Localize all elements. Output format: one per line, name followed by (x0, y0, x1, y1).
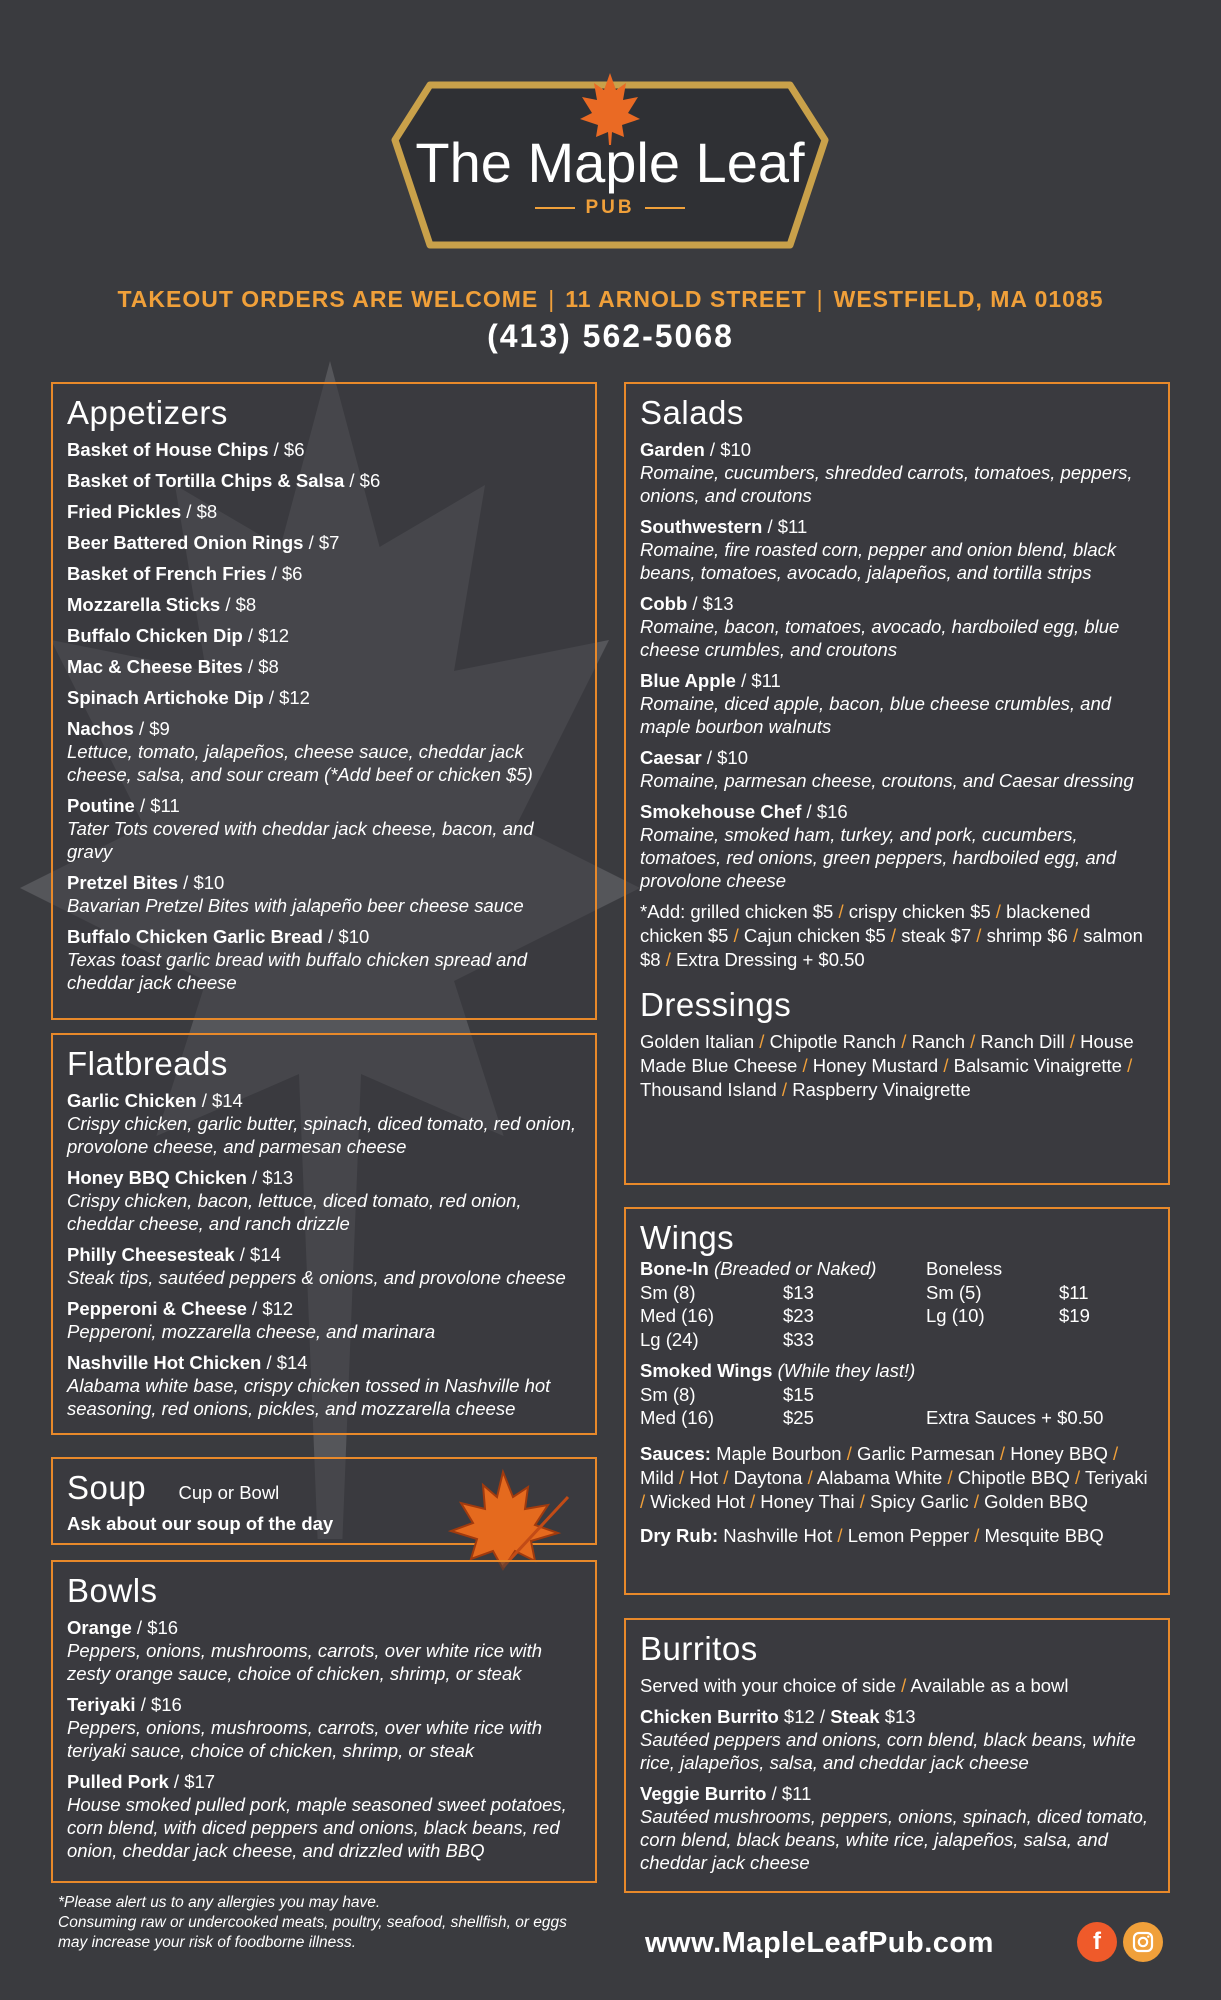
list-entry: Honey Thai (760, 1490, 855, 1512)
section-title: Flatbreads (67, 1045, 228, 1082)
item-name: Garlic Chicken (67, 1090, 197, 1111)
list-entry: Extra Dressing + $0.50 (676, 949, 865, 970)
item-price: / $6 (266, 563, 303, 584)
item-name: Mozzarella Sticks (67, 594, 221, 615)
menu-item (67, 500, 581, 523)
dressings-list (640, 1030, 1154, 1102)
item-name: Smokehouse Chef (640, 801, 802, 822)
smoked-wings-table (640, 1359, 1154, 1430)
menu-item (67, 871, 581, 917)
soup-sub: Cup or Bowl (178, 1482, 280, 1503)
appetizers-section (51, 382, 597, 1020)
list-entry: steak $7 (901, 925, 972, 946)
list-label: Dry Rub: (640, 1524, 719, 1546)
section-title: Bowls (67, 1572, 158, 1609)
menu-item (67, 624, 581, 647)
list-entry: Wicked Hot (650, 1490, 745, 1512)
food-warning-text: Consuming raw or undercooked meats, poultry, seafood, shellfish, or eggs may increase your risk of foodborne illness. (58, 1914, 567, 1951)
item-price: / $11 (762, 516, 808, 537)
menu-item (640, 746, 1154, 792)
wings-cell (926, 1383, 1059, 1407)
item-description: Romaine, diced apple, bacon, blue cheese crumbles, and maple bourbon walnuts (640, 693, 1112, 737)
item-description: Romaine, bacon, tomatoes, avocado, hardboiled egg, blue cheese crumbles, and croutons (640, 616, 1120, 660)
list-entry: Lemon Pepper (847, 1524, 970, 1546)
item-name: Pepperoni & Cheese (67, 1298, 247, 1319)
item-description: Sautéed peppers and onions, corn blend, black beans, white rice, jalapeños, salsa, and cheddar jack cheese (640, 1729, 1136, 1773)
list-entry: Garlic Parmesan (857, 1442, 995, 1464)
veggie-burrito-item (640, 1782, 1154, 1874)
item-name: Pretzel Bites (67, 872, 179, 893)
menu-item (67, 469, 581, 492)
item-name: Teriyaki (67, 1694, 136, 1715)
item-name: Buffalo Chicken Garlic Bread (67, 926, 323, 947)
flatbreads-list (67, 1089, 581, 1420)
slash-separator: / (754, 1031, 770, 1052)
item-name: Steak (830, 1706, 880, 1727)
menu-item (640, 669, 1154, 738)
slash-separator: / (744, 1490, 761, 1512)
item-description: Lettuce, tomato, jalapeños, cheese sauce, cheddar jack cheese, salsa, and sour cream (*Add beef or chicken $5) (67, 741, 533, 785)
menu-item (67, 593, 581, 616)
list-entry: Mild (640, 1466, 674, 1488)
menu-item (67, 686, 581, 709)
allergy-text: *Please alert us to any allergies you may have. (58, 1894, 381, 1911)
item-price: / $7 (303, 532, 340, 553)
city-text: WESTFIELD, MA 01085 (833, 286, 1104, 312)
slash-separator: / (802, 1466, 817, 1488)
item-price: / $8 (220, 594, 257, 615)
item-price: / $8 (181, 501, 218, 522)
logo-sub: PUB (585, 197, 635, 218)
wings-cell: Lg (24) (640, 1328, 699, 1350)
smoked-label (640, 1360, 915, 1381)
bone-in-note: (Breaded or Naked) (708, 1258, 877, 1279)
bowl-text: Available as a bowl (910, 1675, 1069, 1696)
list-entry: Golden Italian (640, 1031, 755, 1052)
list-entry: House Made Blue Cheese (640, 1031, 1134, 1076)
item-price: / $14 (261, 1352, 308, 1373)
list-entry: Chipotle BBQ (957, 1466, 1070, 1488)
item-name: Spinach Artichoke Dip (67, 687, 264, 708)
logo-name: The Maple Leaf (415, 131, 805, 194)
list-entry: Golden BBQ (984, 1490, 1088, 1512)
address-text: 11 ARNOLD STREET (565, 286, 807, 312)
item-name: Cobb (640, 593, 688, 614)
wings-section (624, 1207, 1170, 1595)
item-description: Crispy chicken, garlic butter, spinach, diced tomato, red onion, provolone cheese, and parmesan cheese (67, 1113, 577, 1157)
served-text: Served with your choice of side (640, 1675, 897, 1696)
facebook-icon[interactable] (1077, 1922, 1117, 1962)
bowls-list (67, 1616, 581, 1862)
header-tagline: TAKEOUT ORDERS ARE WELCOME | 11 ARNOLD STREET | WESTFIELD, MA 01085 (117, 286, 1104, 312)
list-entry: *Add: grilled chicken $5 (640, 901, 834, 922)
item-description: Sautéed mushrooms, peppers, onions, spinach, diced tomato, corn blend, black beans, white rice, jalapeños, salsa, and cheddar jack cheese (640, 1806, 1149, 1873)
item-price: / $12 (246, 1298, 294, 1319)
item-name: Veggie Burrito (640, 1783, 767, 1804)
item-price: / $6 (268, 439, 305, 460)
item-price: / $14 (234, 1244, 281, 1265)
item-name: Philly Cheesesteak (67, 1244, 235, 1265)
item-price: $13 (879, 1706, 916, 1727)
item-price: / $11 (134, 795, 180, 816)
item-description: Bavarian Pretzel Bites with jalapeño beer cheese sauce (67, 895, 524, 916)
menu-item (67, 925, 581, 994)
item-price: / $9 (133, 718, 170, 739)
section-title: Appetizers (67, 394, 228, 431)
item-price: / $11 (735, 670, 781, 691)
slash-separator: / (640, 1490, 651, 1512)
item-name: Fried Pickles (67, 501, 182, 522)
list-entry: shrimp $6 (986, 925, 1068, 946)
smoked-title: Smoked Wings (640, 1360, 773, 1381)
bone-in-label (640, 1258, 876, 1279)
item-name: Orange (67, 1617, 132, 1638)
list-entry: Nashville Hot (723, 1524, 833, 1546)
burrito-served-note: Served with your choice of side / Available as a bowl (640, 1675, 1069, 1696)
slash-separator: / (968, 1490, 985, 1512)
slash-separator: / (994, 1442, 1011, 1464)
boneless-label: Boneless (926, 1258, 1003, 1279)
item-price: / $10 (178, 872, 225, 893)
section-title: Burritos (640, 1630, 758, 1667)
list-entry: Daytona (733, 1466, 803, 1488)
item-description: Romaine, fire roasted corn, pepper and onion blend, black beans, tomatoes, avocado, jalapeños, and tortilla strips (640, 539, 1117, 583)
list-entry: Ranch (911, 1031, 965, 1052)
wings-cell (926, 1328, 1059, 1352)
wings-header-cell (1059, 1257, 1159, 1281)
wings-cell: $13 (783, 1281, 814, 1303)
section-title: Salads (640, 394, 744, 431)
appetizers-list (67, 438, 581, 994)
item-price: / $14 (196, 1090, 243, 1111)
item-name: Blue Apple (640, 670, 736, 691)
item-description: Tater Tots covered with cheddar jack cheese, bacon, and gravy (67, 818, 534, 862)
item-price: $12 / (778, 1706, 831, 1727)
bone-in-title: Bone-In (640, 1258, 709, 1279)
menu-item (67, 531, 581, 554)
menu-item (67, 1089, 581, 1158)
slash-separator: / (718, 1466, 734, 1488)
slash-separator: / (1067, 925, 1084, 946)
soup-section (51, 1457, 597, 1545)
flatbreads-section (51, 1033, 597, 1435)
wings-price-table (640, 1257, 1154, 1351)
list-entry: Spicy Garlic (869, 1490, 969, 1512)
list-entry: Thousand Island (640, 1079, 777, 1100)
wings-cell: Sm (5) (926, 1281, 982, 1303)
dressings-title: Dressings (640, 986, 792, 1023)
wings-header-cell (640, 1359, 1159, 1383)
list-entry: Maple Bourbon (716, 1442, 842, 1464)
item-price: / $12 (242, 625, 290, 646)
slash-separator: / (938, 1055, 954, 1076)
wings-cell: Med (16) (640, 1407, 715, 1428)
item-name: Honey BBQ Chicken (67, 1167, 247, 1188)
list-entry: blackened chicken $5 (640, 901, 1091, 946)
list-entry: Alabama White (816, 1466, 943, 1488)
item-name: Basket of French Fries (67, 563, 267, 584)
menu-item (640, 438, 1154, 507)
item-name: Garden (640, 439, 705, 460)
slash-separator: / (1107, 1442, 1119, 1464)
menu-item (67, 1770, 581, 1862)
wings-cell: $23 (783, 1305, 814, 1326)
list-entry: Honey Mustard (812, 1055, 939, 1076)
wings-cell: Sm (8) (640, 1281, 696, 1303)
wings-cell: $25 (783, 1407, 814, 1428)
pub-logo (370, 45, 850, 260)
menu-item (67, 562, 581, 585)
item-price: / $12 (263, 687, 310, 708)
burritos-section (624, 1618, 1170, 1893)
item-name: Pulled Pork (67, 1771, 169, 1792)
item-name: Poutine (67, 795, 135, 816)
item-description: Peppers, onions, mushrooms, carrots, over white rice with teriyaki sauce, choice of chicken, shrimp, or steak (67, 1717, 543, 1761)
item-price: / $16 (135, 1694, 182, 1715)
bowls-section (51, 1560, 597, 1883)
wings-cell (1059, 1383, 1159, 1407)
wings-cell: Extra Sauces + $0.50 (926, 1407, 1104, 1428)
slash-separator: / (990, 901, 1007, 922)
list-entry: salmon $8 (640, 925, 1143, 970)
item-price: / $13 (246, 1167, 294, 1188)
item-price: / $17 (168, 1771, 216, 1792)
slash-separator: / (776, 1079, 793, 1100)
slash-separator: / (971, 925, 987, 946)
slash-separator: / (896, 1031, 912, 1052)
item-price: / $6 (344, 470, 381, 491)
item-name: Basket of Tortilla Chips & Salsa (67, 470, 345, 491)
item-description: Peppers, onions, mushrooms, carrots, over white rice with zesty orange sauce, choice of chicken, shrimp, or steak (67, 1640, 543, 1684)
section-title: Soup (67, 1469, 147, 1506)
item-description: Romaine, cucumbers, shredded carrots, tomatoes, peppers, onions, and croutons (640, 462, 1133, 506)
menu-item (67, 1616, 581, 1685)
slash-separator: / (969, 1524, 985, 1546)
item-name: Buffalo Chicken Dip (67, 625, 243, 646)
item-description: Romaine, parmesan cheese, croutons, and Caesar dressing (640, 770, 1134, 791)
item-price: / $10 (322, 926, 370, 947)
menu-item (640, 592, 1154, 661)
menu-item (67, 1297, 581, 1343)
item-name: Chicken Burrito (640, 1706, 779, 1727)
item-description: House smoked pulled pork, maple seasoned sweet potatoes, corn blend, with diced peppers and onions, black beans, red onion, cheddar jack cheese, and drizzled with BBQ (67, 1794, 567, 1861)
soup-text: Ask about our soup of the day (67, 1513, 334, 1534)
slash-separator: / (1069, 1466, 1085, 1488)
item-price: / $10 (701, 747, 749, 768)
smoked-note: (While they last!) (772, 1360, 916, 1381)
item-description: Romaine, smoked ham, turkey, and pork, cucumbers, tomatoes, red onions, green peppers, hardboiled egg, and provolone cheese (640, 824, 1117, 891)
sauces-list (640, 1442, 1154, 1514)
slash-separator: / (660, 949, 676, 970)
slash-separator: / (854, 1490, 870, 1512)
wings-cell: $11 (1059, 1281, 1089, 1303)
slash-separator: / (885, 925, 902, 946)
list-entry: Teriyaki (1084, 1466, 1148, 1488)
item-description: Crispy chicken, bacon, lettuce, diced tomato, red onion, cheddar cheese, and ranch drizzle (67, 1190, 522, 1234)
slash-separator: / (942, 1466, 958, 1488)
salads-section (624, 382, 1170, 1185)
menu-item (67, 1693, 581, 1762)
allergy-footnote (58, 1893, 578, 1953)
item-price: / $16 (801, 801, 848, 822)
list-label: Sauces: (640, 1442, 711, 1464)
wings-cell: Med (16) (640, 1305, 715, 1326)
menu-item (640, 800, 1154, 892)
item-description: Texas toast garlic bread with buffalo chicken spread and cheddar jack cheese (67, 949, 528, 993)
list-entry: crispy chicken $5 (848, 901, 991, 922)
list-entry: Chipotle Ranch (769, 1031, 897, 1052)
item-description: Alabama white base, crispy chicken tossed in Nashville hot seasoning, red onions, pickles, and mozzarella cheese (67, 1375, 551, 1419)
list-entry: Cajun chicken $5 (743, 925, 886, 946)
wings-header-cell (926, 1257, 1059, 1281)
wings-cell (1059, 1328, 1159, 1352)
takeout-text: TAKEOUT ORDERS ARE WELCOME (117, 286, 539, 312)
menu-item (67, 1243, 581, 1289)
item-name: Southwestern (640, 516, 763, 537)
slash-separator: / (965, 1031, 981, 1052)
website-link[interactable]: www.MapleLeafPub.com (645, 1927, 994, 1959)
menu-item (67, 1351, 581, 1420)
item-price: / $16 (131, 1617, 179, 1638)
item-name: Basket of House Chips (67, 439, 269, 460)
list-entry: Ranch Dill (980, 1031, 1065, 1052)
slash-separator: / (728, 925, 744, 946)
chicken-burrito-item (640, 1705, 1154, 1774)
slash-separator: / (673, 1466, 690, 1488)
item-name: Nashville Hot Chicken (67, 1352, 262, 1373)
menu-item (67, 794, 581, 863)
wings-cell: $15 (783, 1383, 814, 1405)
item-price: / $8 (242, 656, 279, 677)
item-description: Pepperoni, mozzarella cheese, and marinara (67, 1321, 436, 1342)
menu-item (640, 515, 1154, 584)
item-price: / $10 (704, 439, 752, 460)
facebook-glyph: f (1093, 1928, 1101, 1955)
item-name: Nachos (67, 718, 134, 739)
wings-header-cell (640, 1257, 926, 1281)
list-entry: Mesquite BBQ (984, 1524, 1104, 1546)
list-entry: Honey BBQ (1010, 1442, 1108, 1464)
slash-separator: / (797, 1055, 813, 1076)
wings-cell: $33 (783, 1328, 814, 1350)
dry-rub-list (640, 1524, 1154, 1548)
salads-list (640, 438, 1154, 892)
menu-item (67, 717, 581, 786)
salad-addons (640, 900, 1154, 972)
menu-item (67, 1166, 581, 1235)
menu-item (67, 655, 581, 678)
item-price: / $13 (687, 593, 734, 614)
item-description: Steak tips, sautéed peppers & onions, and provolone cheese (67, 1267, 566, 1288)
section-title: Wings (640, 1219, 735, 1256)
slash-separator: / (833, 901, 849, 922)
wings-cell: $19 (1059, 1305, 1090, 1326)
item-name: Mac & Cheese Bites (67, 656, 243, 677)
slash-separator: / (841, 1442, 858, 1464)
list-entry: Raspberry Vinaigrette (792, 1079, 971, 1100)
list-entry: Balsamic Vinaigrette (953, 1055, 1122, 1076)
instagram-icon[interactable] (1123, 1922, 1163, 1962)
menu-item (67, 438, 581, 461)
wings-cell: Lg (10) (926, 1305, 985, 1326)
phone-number[interactable]: (413) 562-5068 (487, 318, 734, 354)
list-entry: Hot (689, 1466, 719, 1488)
wings-cell: Sm (8) (640, 1383, 696, 1405)
slash-separator: / (1121, 1055, 1133, 1076)
slash-separator: / (832, 1524, 848, 1546)
item-name: Caesar (640, 747, 702, 768)
slash-separator: / (1064, 1031, 1081, 1052)
item-price: / $11 (766, 1783, 812, 1804)
item-name: Beer Battered Onion Rings (67, 532, 304, 553)
